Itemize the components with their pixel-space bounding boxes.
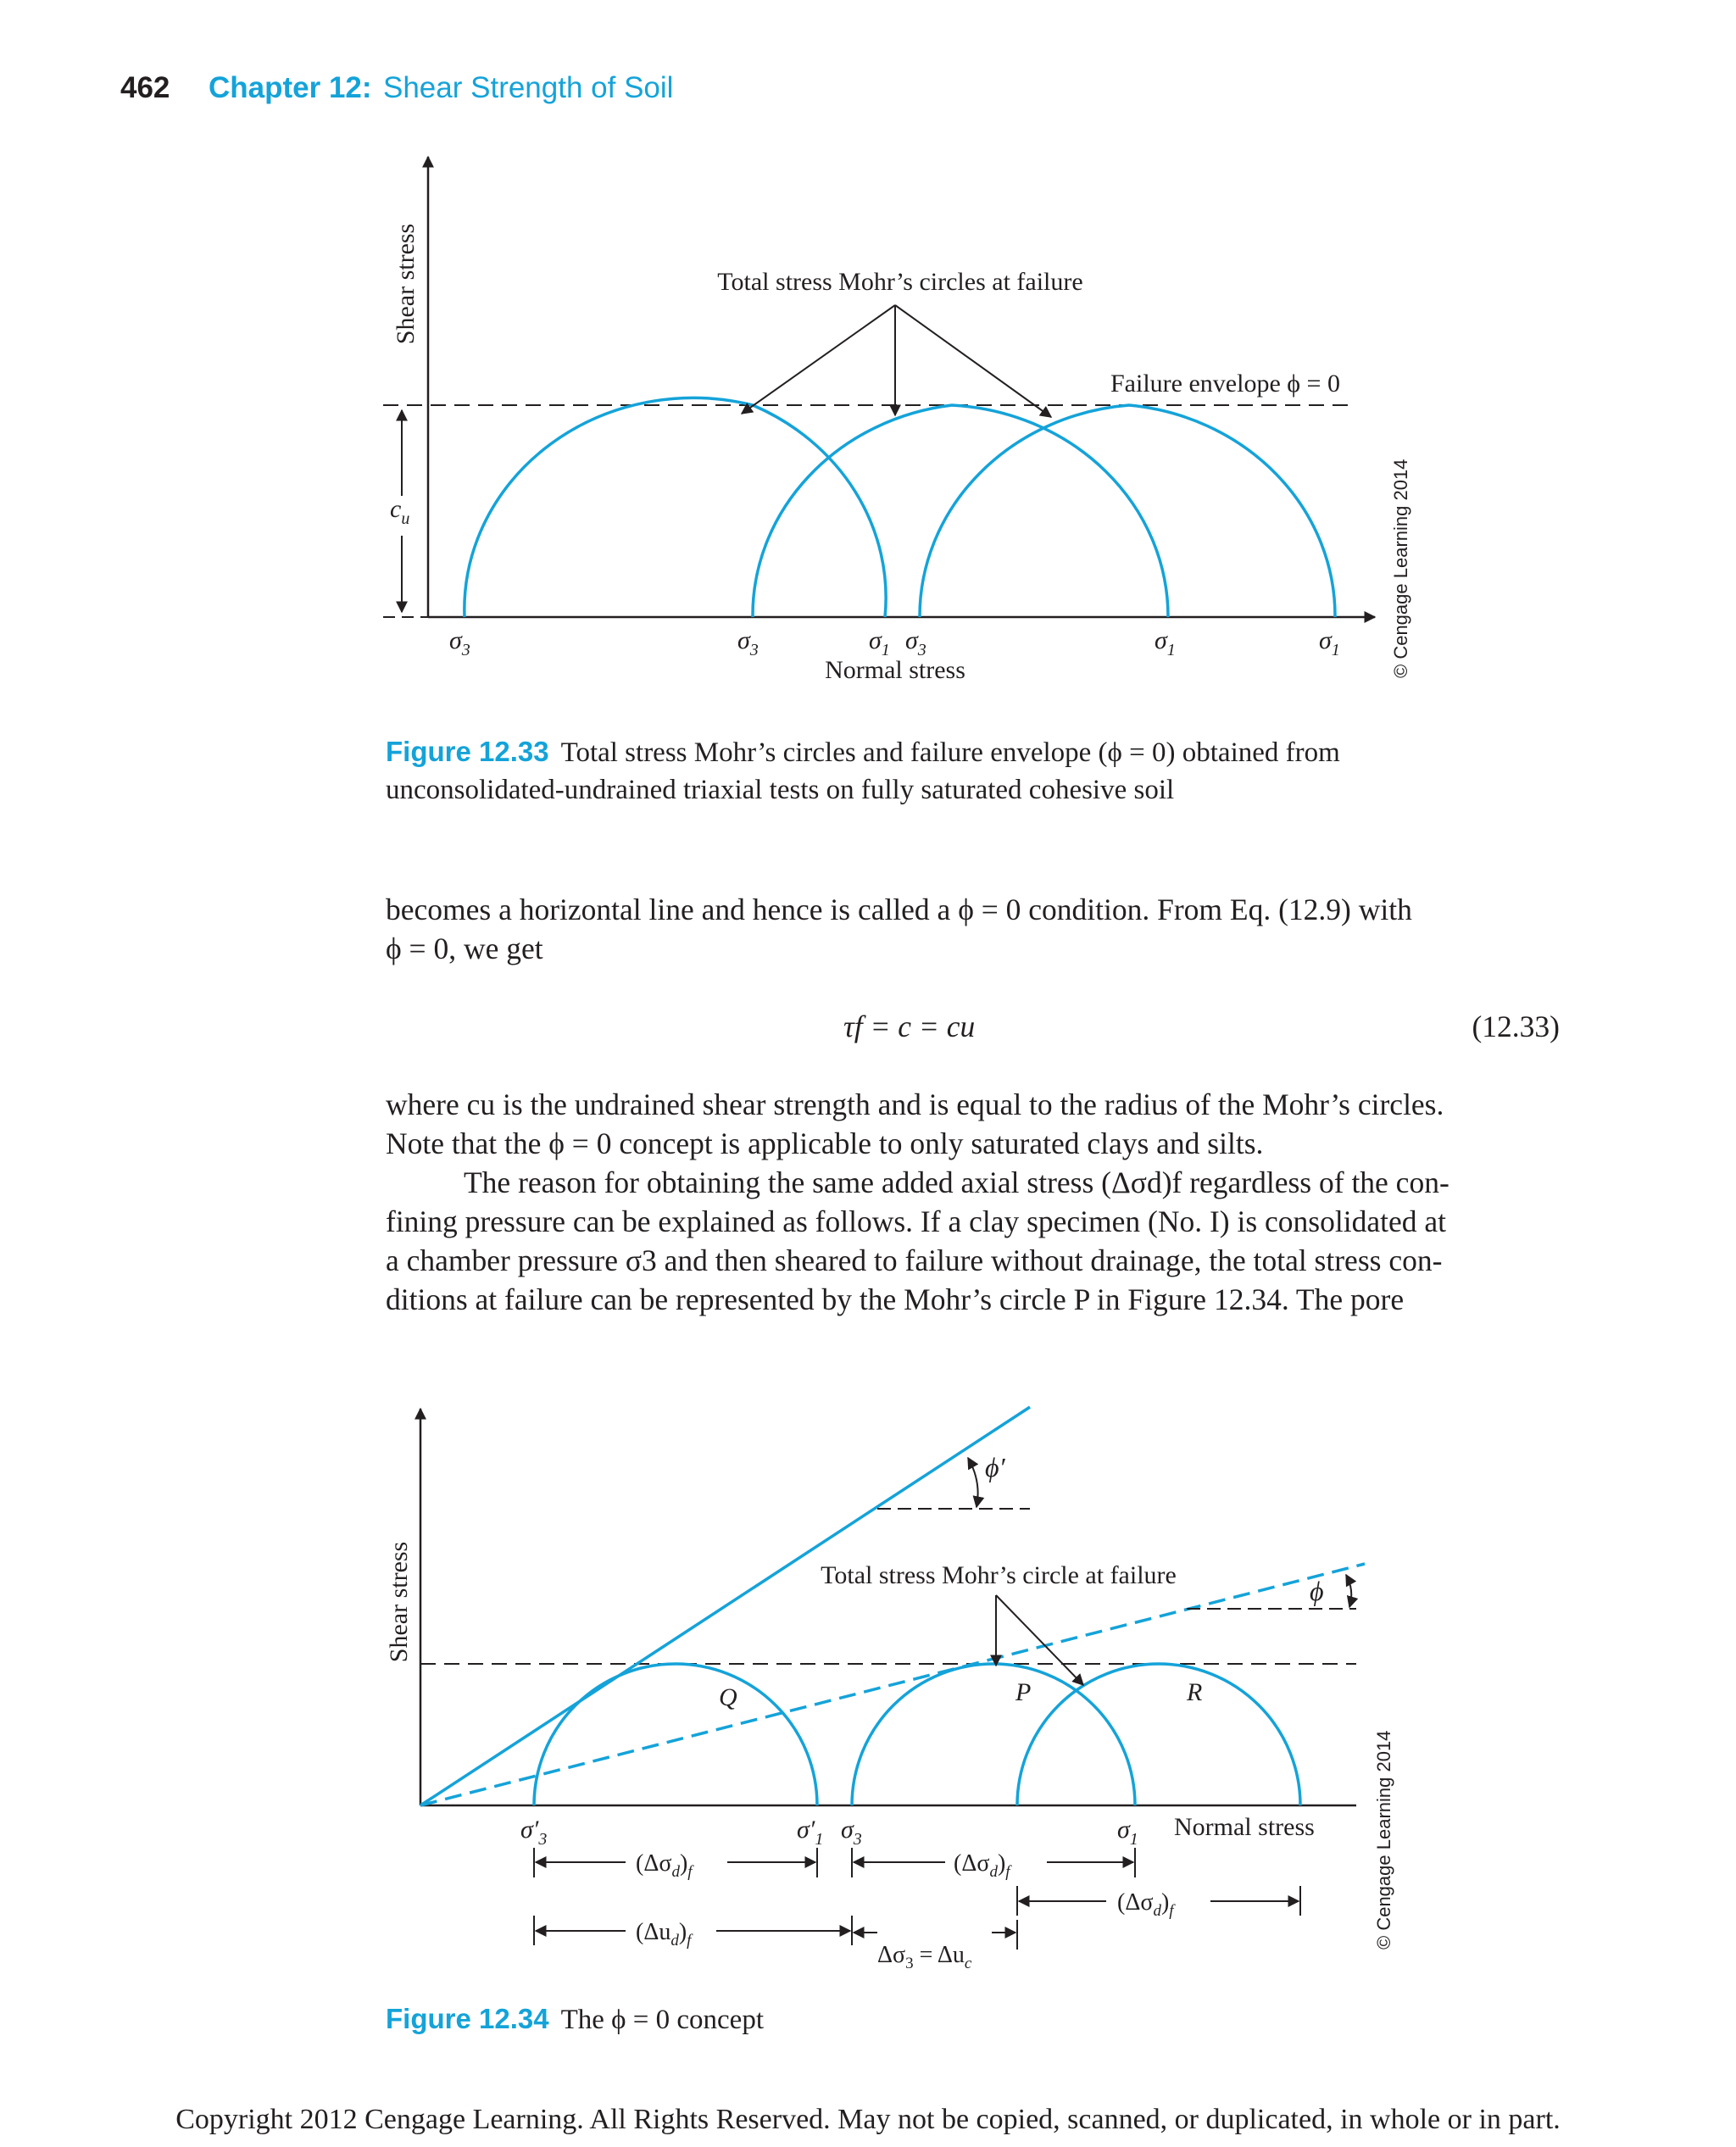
text-line: ditions at failure can be represented by the Mohr’s circle P in Figure 12.34. The pore (386, 1282, 1405, 1316)
text-line: a chamber pressure σ3 and then sheared to failure without drainage, the total stress con- (386, 1243, 1443, 1277)
x-axis-label: Normal stress (825, 656, 965, 684)
copyright-vertical: © Cengage Learning 2014 (1390, 459, 1411, 678)
tick-sigma3-prime: $\sigma'_3$ (520, 1816, 548, 1849)
phi-label: ϕ (1310, 1576, 1324, 1606)
tick-sigma1-prime: $\sigma'_1$ (797, 1816, 824, 1849)
tick-sigma3-1: $\sigma_3$ (449, 626, 470, 659)
dim-label-dsigma3-duc: $\Delta\sigma_3 = \Delta u_c$ (877, 1942, 972, 1972)
equation-number: (12.33) (1472, 1010, 1560, 1043)
annotation-envelope-label: Failure envelope ϕ = 0 (1110, 370, 1340, 398)
cu-label: $c_u$ (390, 495, 410, 528)
text-line: The reason for obtaining the same added axial stress (Δσd)f regardless of the con- (464, 1165, 1449, 1199)
figure-12-34 (0, 1373, 1736, 1975)
phi-arc (1346, 1575, 1351, 1607)
caption-12-34 (386, 2000, 1437, 2039)
caption-12-33 (386, 733, 1437, 809)
tick-sigma1: $\sigma_1$ (1117, 1816, 1138, 1849)
effective-envelope (420, 1407, 1030, 1805)
caption-text: Total stress Mohr’s circles and failure envelope (ϕ = 0) obtained from (560, 737, 1340, 768)
tick-sigma3-2: $\sigma_3$ (737, 626, 759, 659)
chapter-label: Chapter 12: (209, 71, 372, 104)
y-axis-label: Shear stress (392, 223, 420, 345)
copyright-footer: Copyright 2012 Cengage Learning. All Rights Reserved. May not be copied, scanned, or duplicated, in whole or in part. (175, 2104, 1561, 2135)
mohr-circle-3 (920, 405, 1335, 617)
phi-prime-arc (968, 1458, 978, 1507)
text-line: where cu is the undrained shear strength and is equal to the radius of the Mohr’s circles. (386, 1087, 1444, 1121)
total-stress-envelope (420, 1564, 1365, 1805)
figure-12-33 (0, 0, 1736, 763)
dimension-row-1 (534, 1848, 1135, 1877)
text-line: fining pressure can be explained as follows. If a clay specimen (No. I) is consolidated at (386, 1204, 1446, 1238)
x-axis-label: Normal stress (1174, 1813, 1315, 1841)
tick-labels (520, 1816, 1138, 1849)
caption-text-cont: unconsolidated-undrained triaxial tests on fully saturated cohesive soil (386, 775, 1175, 805)
dim-label-dsigma-r: $(\Delta\sigma_d)_f$ (1117, 1889, 1174, 1920)
tick-sigma1-2: $\sigma_1$ (1155, 626, 1176, 659)
dim-label-dud: $(\Delta u_d)_f$ (636, 1919, 692, 1950)
annotation-circle-label: Total stress Mohr’s circle at failure (821, 1561, 1177, 1589)
dim-label-dsigma-p: $(\Delta\sigma_d)_f$ (954, 1850, 1010, 1881)
tick-sigma1-1: $\sigma_1$ (869, 626, 890, 659)
y-axis-label: Shear stress (385, 1541, 413, 1663)
paragraph-1 (386, 890, 1560, 968)
mohr-circle-1 (465, 398, 886, 617)
tick-sigma3-3: $\sigma_3$ (905, 626, 926, 659)
chapter-title: Shear Strength of Soil (383, 71, 674, 104)
mohr-circle-2 (753, 405, 1168, 617)
equation-12-33 (386, 1009, 1560, 1048)
text-line: Note that the ϕ = 0 concept is applicable to only saturated clays and silts. (386, 1126, 1264, 1160)
annotation-arrow-right (895, 305, 1051, 417)
annotation-arrow-left (742, 305, 895, 414)
circle-label-p: P (1015, 1678, 1032, 1706)
caption-text: The ϕ = 0 concept (560, 2005, 764, 2035)
mohr-circle-r (1017, 1664, 1300, 1805)
page-number: 462 (120, 71, 170, 104)
tick-labels (449, 626, 1340, 659)
copyright-vertical: © Cengage Learning 2014 (1373, 1730, 1394, 1950)
tick-sigma1-3: $\sigma_1$ (1319, 626, 1340, 659)
paragraph-2 (386, 1085, 1560, 1319)
annotation-circles-label: Total stress Mohr’s circles at failure (717, 268, 1083, 296)
equation-body: τf = c = cu (843, 1010, 976, 1043)
dim-label-dsigma-q: $(\Delta\sigma_d)_f$ (636, 1850, 693, 1881)
figure-label: Figure 12.33 (386, 736, 549, 767)
circle-label-r: R (1187, 1678, 1203, 1706)
figure-label: Figure 12.34 (386, 2003, 549, 2034)
phi-prime-label: ϕ′ (985, 1452, 1005, 1482)
tick-sigma3: $\sigma_3$ (841, 1816, 862, 1849)
mohr-circle-q (534, 1664, 817, 1805)
circle-label-q: Q (719, 1683, 737, 1711)
text-line: ϕ = 0, we get (386, 932, 543, 965)
text-line: becomes a horizontal line and hence is called a ϕ = 0 condition. From Eq. (12.9) with (386, 893, 1412, 926)
